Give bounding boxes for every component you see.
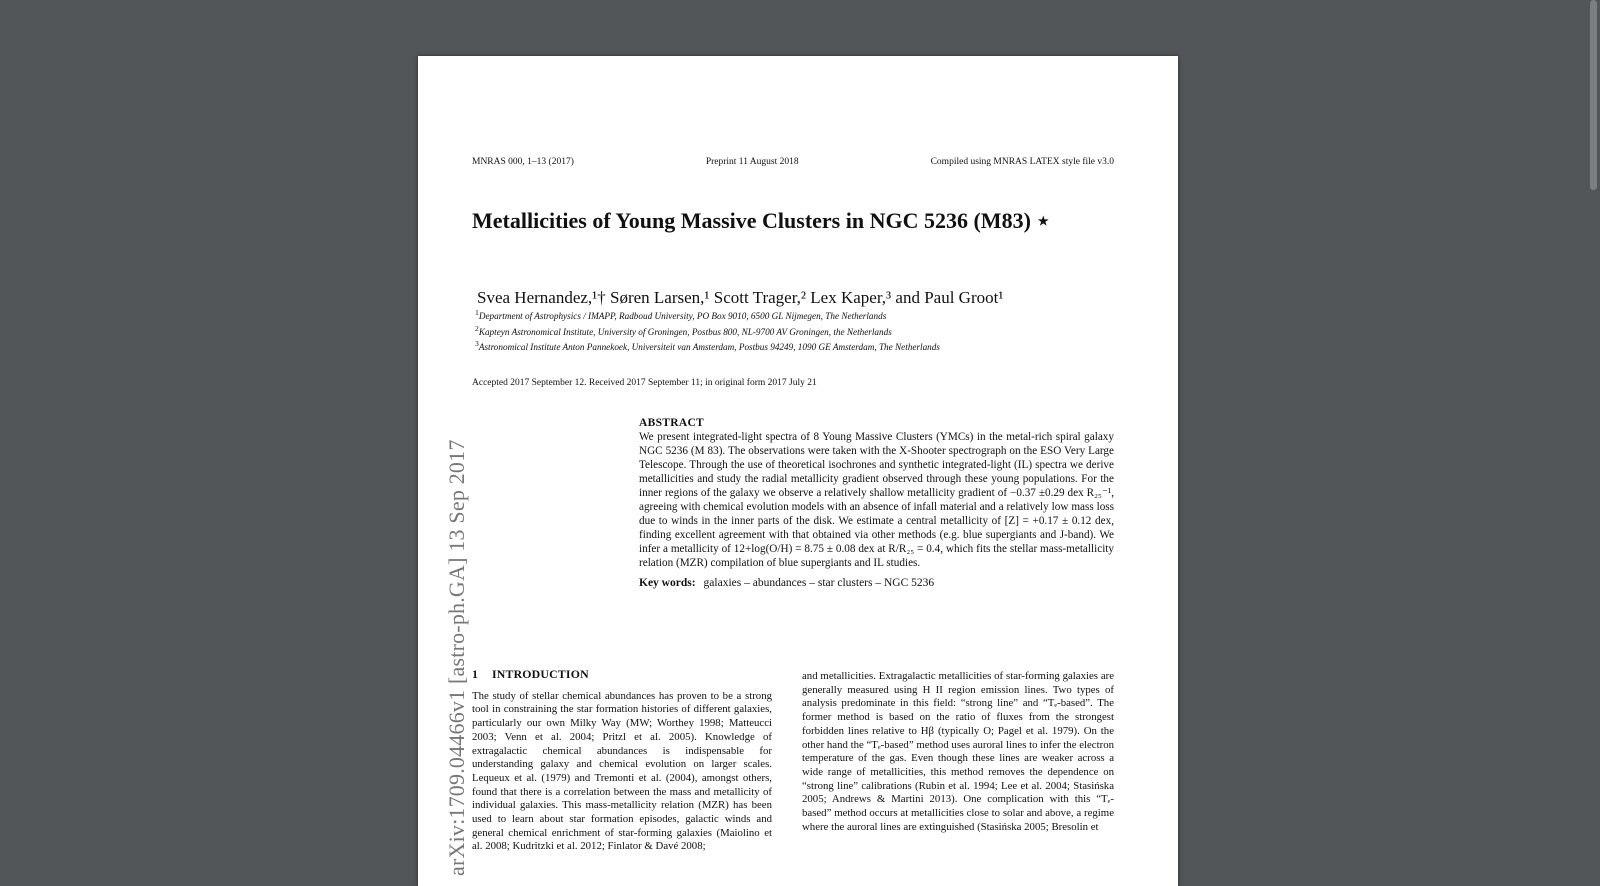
body-column-left bbox=[472, 668, 772, 854]
journal-ref: MNRAS 000, 1–13 (2017) bbox=[472, 157, 574, 167]
affiliation-number: 3 bbox=[475, 339, 479, 349]
vertical-scrollbar[interactable] bbox=[1586, 0, 1600, 881]
intro-paragraph-continued: and metallicities. Extragalactic metallicities of star-forming galaxies are generally measured using H II region emission lines. Two types of analysis predominate in this field: “strong line” and “Tₑ-based”. The former method is based on the ratio of fluxes from the strongest forbidden lines relative to Hβ (typically O; Pagel et al. 1979). On the other hand the “Tₑ-based” method uses auroral lines to infer the electron temperature of the gas. Even though these lines are weaker across a wide range of metallicities, this method removes the dependence on “strong line” calibrations (Rubin et al. 1994; Lee et al. 2004; Stasińska 2005; Andrews & Martini 2013). One complication with this “Tₑ-based” method occurs at metallicities close to solar and above, a regime where the auroral lines are extinguished (Stasińska 2005; Bresolin et bbox=[802, 670, 1114, 833]
compiled-note: Compiled using MNRAS LATEX style file v3.0 bbox=[930, 157, 1114, 167]
section-number: 1 bbox=[472, 667, 479, 681]
keywords-text: galaxies – abundances – star clusters – NGC 5236 bbox=[703, 577, 935, 589]
received-dates: Accepted 2017 September 12. Received 2017 September 11; in original form 2017 July 21 bbox=[472, 378, 817, 388]
paper-title: Metallicities of Young Massive Clusters in NGC 5236 (M83) ⋆ bbox=[472, 208, 1051, 233]
affiliation-1 bbox=[475, 307, 1115, 323]
affiliation-number: 2 bbox=[475, 323, 479, 333]
affiliations bbox=[475, 307, 1115, 354]
intro-paragraph: The study of stellar chemical abundances has proven to be a strong tool in constraining the star formation histories of different galaxies, particularly our own Milky Way (MW; Worthey 1998; Matteucci 2003; Venn et al. 2004; Pritzl et al. 2005). Knowledge of extragalactic chemical abundances is indispensable for understanding galaxy and chemical evolution on larger scales. Lequeux et al. (1979) and Tremonti et al. (2004), amongst others, found that there is a correlation between the mass and metallicity of individual galaxies. This mass-metallicity relation (MZR) has been used to learn about star formation episodes, galactic winds and general chemical enrichment of star-forming galaxies (Maiolino et al. 2008; Kudritzki et al. 2012; Finlator & Davé 2008; bbox=[472, 689, 772, 853]
abstract-heading: ABSTRACT bbox=[639, 417, 705, 429]
affiliation-text: Department of Astrophysics / IMAPP, Radboud University, PO Box 9010, 6500 GL Nijmegen, The Netherlands bbox=[478, 311, 887, 322]
affiliation-text: Kapteyn Astronomical Institute, University of Groningen, Postbus 800, NL-9700 AV Groningen, the Netherlands bbox=[478, 326, 892, 337]
abstract-block bbox=[639, 416, 1114, 590]
affiliation-text: Astronomical Institute Anton Pannekoek, Universiteit van Amsterdam, Postbus 94249, 1090 GE Amsterdam, The Netherlands bbox=[478, 342, 940, 353]
abstract-text: We present integrated-light spectra of 8 Young Massive Clusters (YMCs) in the metal-rich spiral galaxy NGC 5236 (M 83). The observations were taken with the X-Shooter spectrograph on the ESO Very Large Telescope. Through the use of theoretical isochrones and synthetic integrated-light (IL) spectra we derive metallicities and study the radial metallicity gradient observed through these young populations. For the inner regions of the galaxy we observe a relatively shallow metallicity gradient of −0.37 ±0.29 dex R₂₅⁻¹, agreeing with chemical evolution models with an absence of infall material and a relatively low mass loss due to winds in the inner parts of the disk. We estimate a central metallicity of [Z] = +0.17 ± 0.12 dex, finding excellent agreement with that obtained via other methods (e.g. blue supergiants and J-band). We infer a metallicity of 12+log(O/H) = 8.75 ± 0.08 dex at R/R₂₅ = 0.4, which fits the stellar mass-metallicity relation (MZR) compilation of blue supergiants and IL studies. bbox=[639, 431, 1114, 569]
body-column-right bbox=[802, 670, 1114, 834]
keywords-line bbox=[639, 576, 1114, 590]
author-list: Svea Hernandez,¹† Søren Larsen,¹ Scott Trager,² Lex Kaper,³ and Paul Groot¹ bbox=[477, 288, 1004, 307]
section-heading bbox=[472, 668, 772, 682]
arxiv-identifier-stamp: arXiv:1709.04466v1 [astro-ph.GA] 13 Sep 2017 bbox=[444, 439, 469, 876]
section-title: INTRODUCTION bbox=[492, 667, 589, 681]
affiliation-2 bbox=[475, 323, 1115, 339]
running-header bbox=[472, 157, 1114, 167]
affiliation-3 bbox=[475, 338, 1115, 354]
pdf-page bbox=[418, 56, 1178, 886]
affiliation-number: 1 bbox=[475, 308, 479, 317]
preprint-date: Preprint 11 August 2018 bbox=[705, 157, 799, 167]
keywords-label: Key words: bbox=[639, 577, 696, 589]
scrollbar-thumb[interactable] bbox=[1590, 0, 1597, 190]
